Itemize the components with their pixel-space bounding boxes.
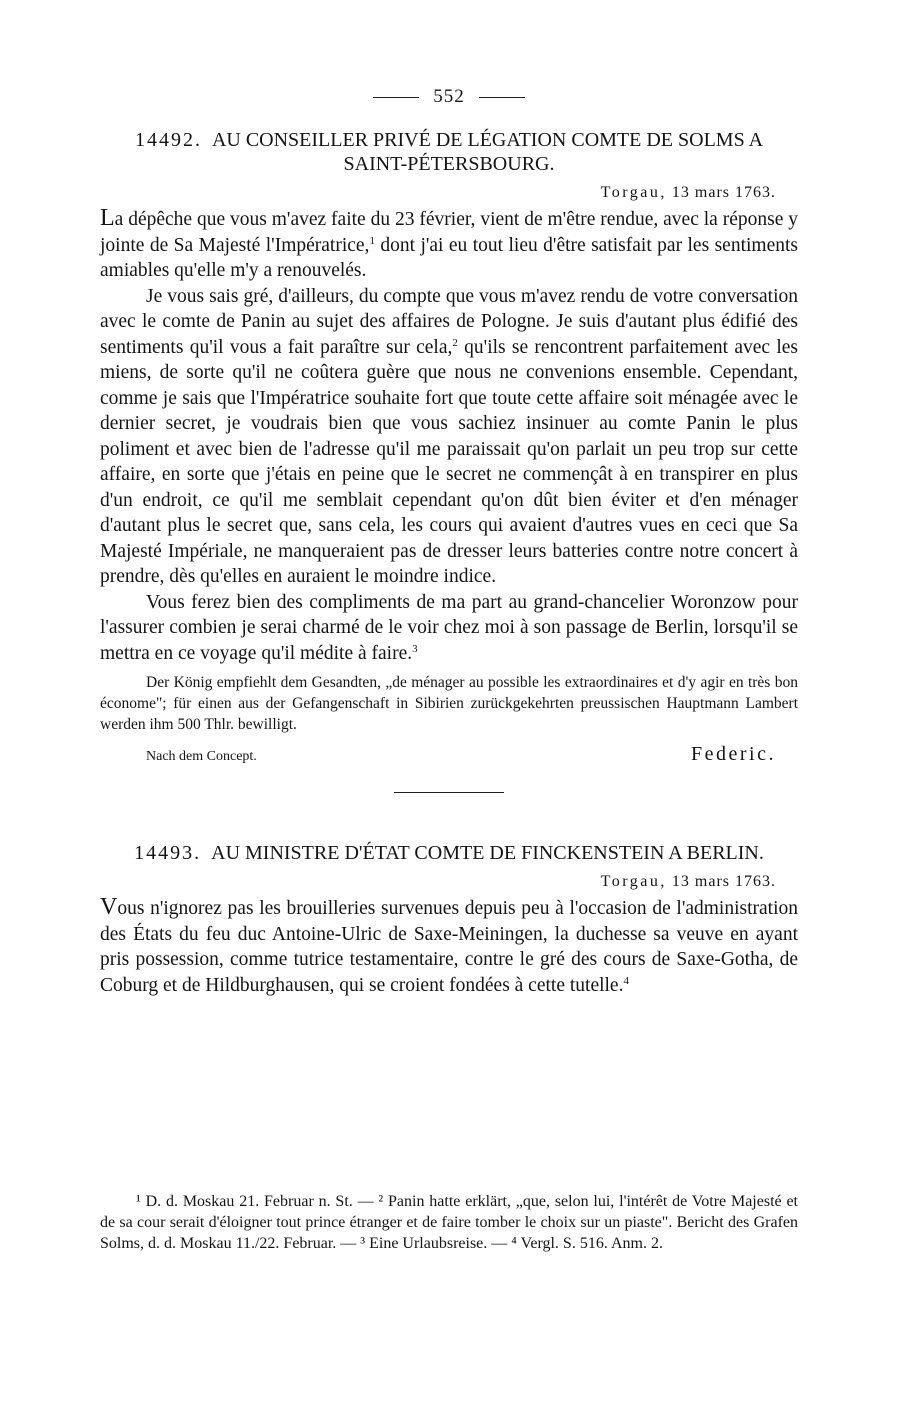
- footnote-ref-2: 2: [452, 336, 458, 349]
- letter1-signature-line: [146, 743, 776, 766]
- letter1-paragraph-1: La dépêche que vous m'avez faite du 23 février, vient de m'être rendue, avec la réponse y jointe de Sa Majesté l'Impératrice,$^1$ dont j'ai eu tout lieu d'être satisfait par les sentiments amiables qu'elle m'y a renouvelés.: [100, 205, 799, 281]
- letter2-place: Torgau,: [600, 873, 667, 890]
- footnotes: ¹ D. d. Moskau 21. Februar n. St. — ² Panin hatte erklärt, „que, selon lui, l'intérêt de Votre Majesté et de sa cour serait d'éloigner tout prince étranger et de faire tomber le choix sur un piaste". Bericht des Grafen Solms, d. d. Moskau 11./22. Februar. — ³ Eine Urlaubsreise. — ⁴ Vergl. S. 516. Anm. 2.: [100, 1193, 798, 1252]
- letter2-heading: [110, 841, 788, 865]
- letter1-number: 14492.: [134, 129, 202, 151]
- page-number-rule-left: [373, 97, 419, 98]
- footnote-ref-3: 3: [412, 642, 418, 655]
- letter2-dateline: [100, 871, 776, 893]
- letter2-paragraph-1: Vous n'ignorez pas les brouilleries survenues depuis peu à l'occasion de l'administration des États du feu duc Antoine-Ulric de Saxe-Meiningen, la duchesse sa veuve en ayant pris possession, comme tutrice testamentaire, contre le gré des cours de Saxe-Gotha, de Coburg et de Hildburghausen, qui se croient fondées à cette tutelle.$^4$: [100, 894, 798, 996]
- letter1-signature: Federic.: [691, 743, 776, 765]
- footnote-ref-1: 1: [369, 234, 375, 247]
- letter1-editorial-note: Der König empfiehlt dem Gesandten, „de ménager au possible les extraordinaires et d'y agir en très bon économe"; für einen aus der Gefangenschaft in Sibirien zurückgekehrten preussischen Hauptmann Lambert werden ihm 500 Thlr. bewilligt.: [100, 674, 798, 733]
- letter1-source: Nach dem Concept.: [146, 749, 257, 764]
- page-number: 552: [100, 86, 798, 108]
- letter2-initial: V: [100, 894, 118, 920]
- letter1-date: 13 mars 1763.: [671, 184, 776, 201]
- letter1-dateline: [100, 182, 776, 204]
- footnote-ref-4: 4: [623, 974, 629, 987]
- letter1-heading: [110, 128, 788, 176]
- letter2-title: AU MINISTRE D'ÉTAT COMTE DE FINCKENSTEIN A BERLIN.: [211, 842, 764, 864]
- letter1-initial: L: [100, 205, 115, 231]
- letter1-title: AU CONSEILLER PRIVÉ DE LÉGATION COMTE DE SOLMS A SAINT-PÉTERSBOURG.: [211, 129, 764, 175]
- letter2-date: 13 mars 1763.: [671, 873, 776, 890]
- letter1-place: Torgau,: [600, 184, 667, 201]
- page-body: [100, 86, 798, 998]
- letter2-number: 14493.: [134, 842, 202, 864]
- page-number-rule-right: [479, 97, 525, 98]
- letter1-paragraph-3: Vous ferez bien des compliments de ma part au grand-chancelier Woronzow pour l'assurer combien je serai charmé de le voir chez moi à son passage de Berlin, lorsqu'il se mettra en ce voyage qu'il médite à faire.$^3$: [100, 591, 798, 664]
- section-divider: [394, 792, 504, 793]
- letter1-paragraph-2: Je vous sais gré, d'ailleurs, du compte que vous m'avez rendu de votre conversation avec le comte de Panin au sujet des affaires de Pologne. Je suis d'autant plus édifié des sentiments qu'il vous a fait paraître sur cela,$^2$ qu'ils se rencontrent parfaitement avec les miens, de sorte qu'il ne coûtera guère que nous ne convenions ensemble. Cependant, comme je sais que l'Impératrice souhaite fort que toute cette affaire soit ménagée avec le dernier secret, je voudrais bien que vous sachiez insinuer au comte Panin le plus poliment et avec bien de l'adresse qu'il me paraissait qu'on parlait un peu trop sur cette affaire, en sorte que j'étais en peine que le secret ne commençât à en transpirer en plus d'un endroit, ce qu'il me semblait cependant qu'on dût bien éviter et d'en ménager d'autant plus le secret que, sans cela, les cours qui avaient d'autres vues en ceci que Sa Majesté Impériale, ne manqueraient pas de dresser leurs batteries contre notre concert à prendre, dès qu'elles en auraient le moindre indice.: [100, 285, 798, 587]
